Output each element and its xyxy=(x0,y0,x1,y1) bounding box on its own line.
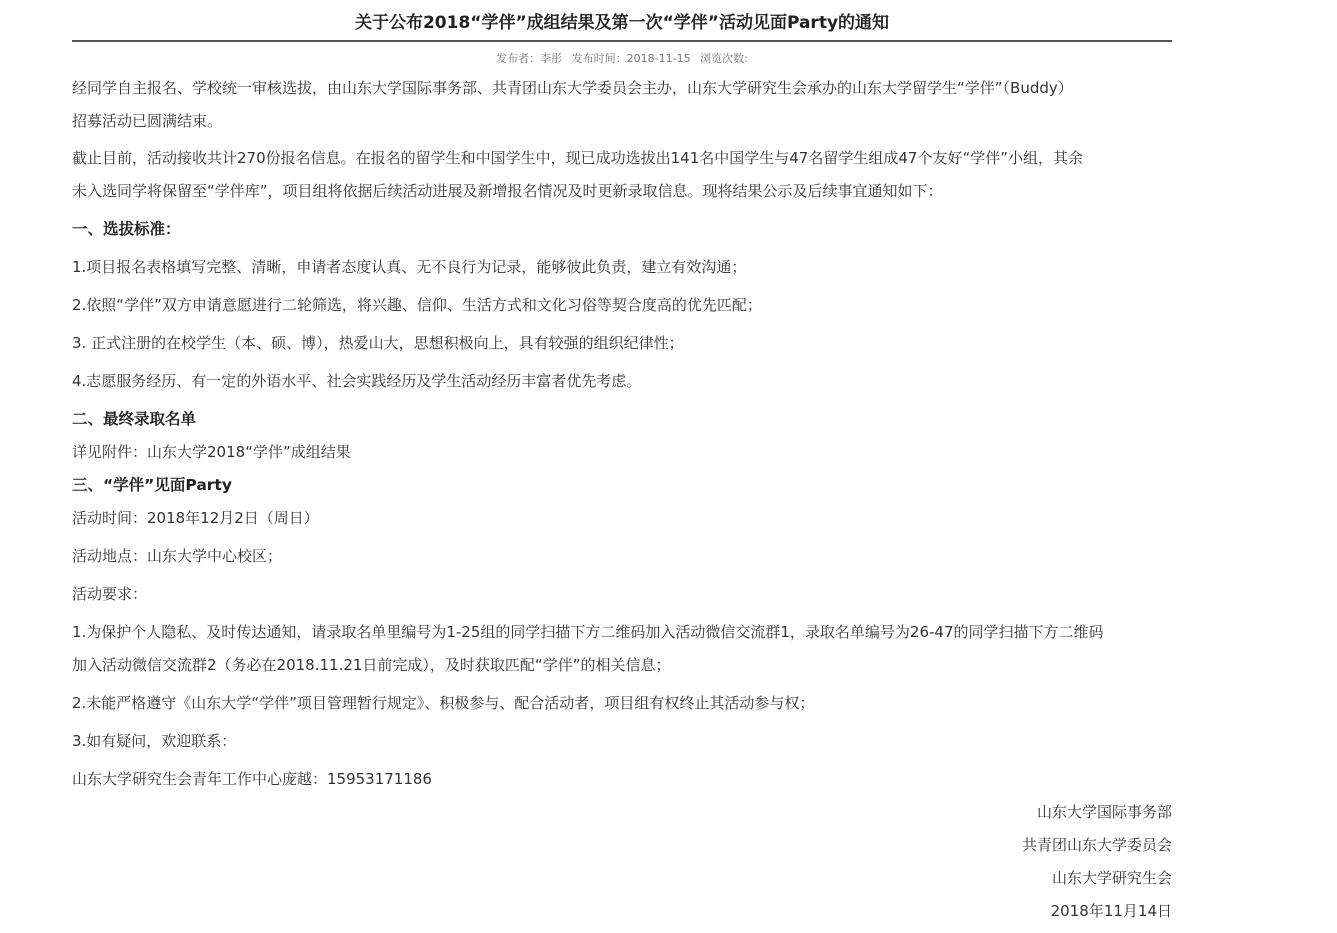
party-requirements-label: 活动要求： xyxy=(72,585,148,603)
intro-paragraph-2 xyxy=(72,142,1172,208)
signature-org-1: 山东大学国际事务部 xyxy=(1036,803,1172,821)
title-divider xyxy=(72,40,1172,42)
requirement-1-line2: 加入活动微信交流群2（务必在2018.11.21日前完成），及时获取匹配“学伴”的相关信息； xyxy=(72,656,671,674)
article xyxy=(72,0,1172,928)
intro-p2-line1: 截止目前，活动接收共计270份报名信息。在报名的留学生和中国学生中，现已成功选拔出141名中国学生与47名留学生组成47个友好“学伴”小组，其余 xyxy=(72,149,1083,167)
article-body xyxy=(72,72,1172,928)
signature-date: 2018年11月14日 xyxy=(1050,902,1172,920)
signature-org-2: 共青团山东大学委员会 xyxy=(1021,836,1172,854)
publish-time-label: 发布时间：2018-11-15 xyxy=(571,52,691,65)
requirement-1-line1: 1.为保护个人隐私、及时传达通知，请录取名单里编号为1-25组的同学扫描下方二维码加入活动微信交流群1，录取名单编号为26-47的同学扫描下方二维码 xyxy=(72,623,1104,641)
view-count-label: 浏览次数: xyxy=(700,52,748,65)
intro-paragraph-1 xyxy=(72,72,1172,138)
page-title: 关于公布2018“学伴”成组结果及第一次“学伴”活动见面Party的通知 xyxy=(354,13,890,33)
section-heading-party: 三、“学伴”见面Party xyxy=(72,476,232,494)
party-place: 活动地点：山东大学中心校区； xyxy=(72,547,283,565)
article-meta xyxy=(72,51,1172,67)
criteria-item-2: 2.依照“学伴”双方申请意愿进行二轮筛选，将兴趣、信仰、生活方式和文化习俗等契合度高的优先匹配； xyxy=(72,296,762,314)
party-requirement-3: 3.如有疑问，欢迎联系： xyxy=(72,732,237,750)
signature-org-3: 山东大学研究生会 xyxy=(1051,869,1172,887)
party-requirement-2: 2.未能严格遵守《山东大学“学伴”项目管理暂行规定》、积极参与、配合活动者，项目组有权终止其活动参与权； xyxy=(72,694,815,712)
final-list-detail: 详见附件：山东大学2018“学伴”成组结果 xyxy=(72,443,351,461)
intro-p2-line2: 未入选同学将保留至“学伴库”，项目组将依据后续活动进展及新增报名情况及时更新录取信息。现将结果公示及后续事宜通知如下： xyxy=(72,182,943,200)
intro-p1-line2: 招募活动已圆满结束。 xyxy=(72,112,223,130)
section-heading-final-list: 二、最终录取名单 xyxy=(72,410,197,428)
section-heading-criteria: 一、选拔标准： xyxy=(72,220,181,238)
criteria-item-3: 3. 正式注册的在校学生（本、硕、博），热爱山大，思想积极向上，具有较强的组织纪律性； xyxy=(72,334,684,352)
criteria-item-1: 1.项目报名表格填写完整、清晰，申请者态度认真、无不良行为记录，能够彼此负责，建立有效沟通； xyxy=(72,258,747,276)
party-time: 活动时间：2018年12月2日（周日） xyxy=(72,509,319,527)
intro-p1-line1: 经同学自主报名、学校统一审核选拔，由山东大学国际事务部、共青团山东大学委员会主办，山东大学研究生会承办的山东大学留学生“学伴”（Buddy） xyxy=(72,79,1073,97)
criteria-item-4: 4.志愿服务经历、有一定的外语水平、社会实践经历及学生活动经历丰富者优先考虑。 xyxy=(72,372,642,390)
contact-info: 山东大学研究生会青年工作中心庞越：15953171186 xyxy=(72,770,432,788)
publisher-label: 发布者：李彤 xyxy=(496,52,563,65)
party-requirement-1 xyxy=(72,616,1172,682)
